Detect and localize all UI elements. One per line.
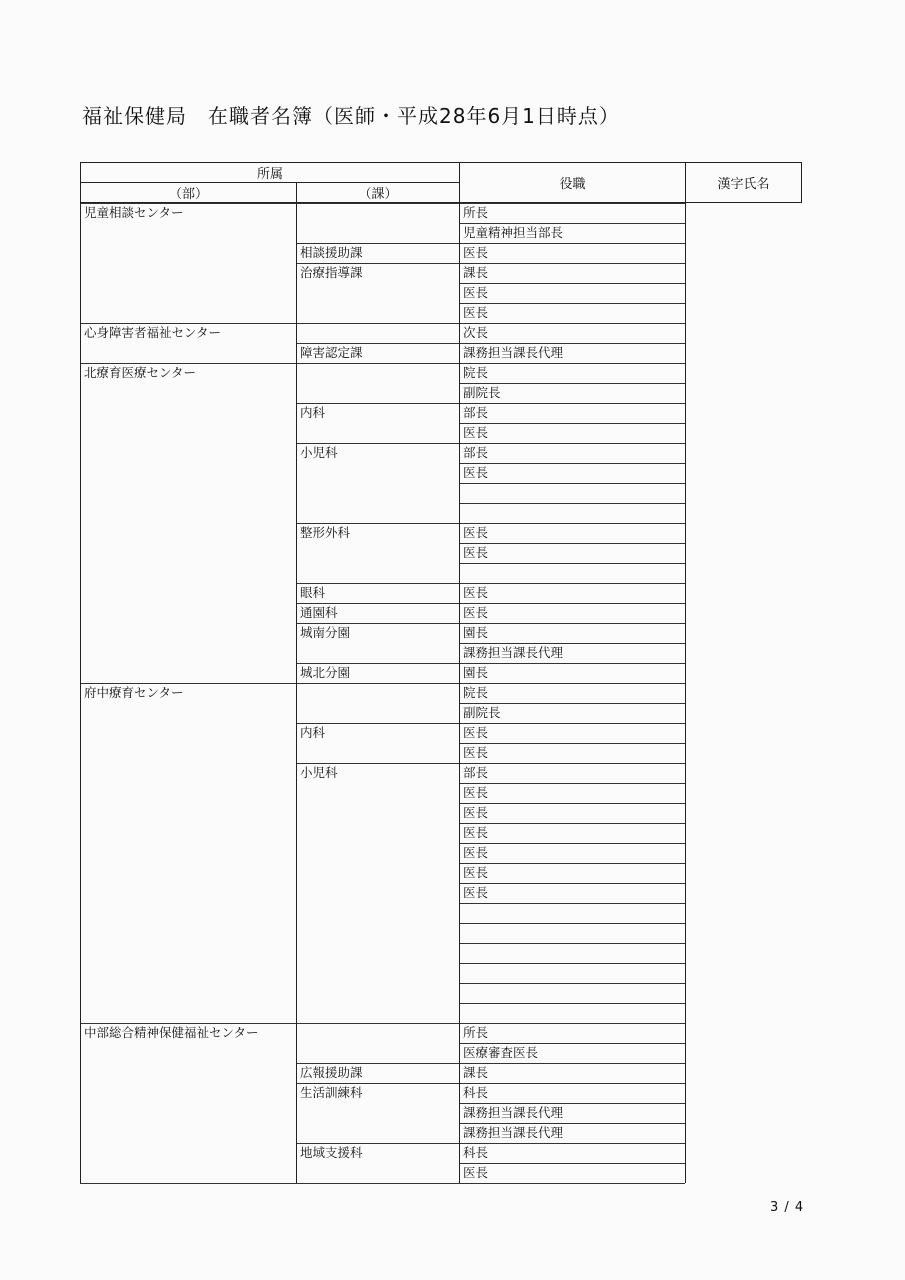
- section-header: （課）: [297, 183, 460, 203]
- position-cell: 園長: [463, 625, 489, 640]
- position-cell: 児童精神担当部長: [463, 225, 564, 240]
- position-cell: 医療審査医長: [463, 1045, 539, 1060]
- document-title: 福祉保健局 在職者名簿（医師・平成28年6月1日時点）: [82, 104, 620, 128]
- position-cell: 医長: [463, 525, 489, 540]
- department-section-border: [296, 203, 297, 1183]
- table-header: [80, 162, 802, 203]
- position-cell: 院長: [463, 685, 489, 700]
- section-position-border: [459, 203, 460, 1183]
- section-cell: 城北分園: [300, 665, 351, 680]
- position-divider: [459, 943, 685, 944]
- table-left-border: [80, 203, 81, 1183]
- position-cell: 医長: [463, 425, 489, 440]
- section-cell: 相談援助課: [300, 245, 363, 260]
- section-cell: 内科: [300, 725, 326, 740]
- position-divider: [459, 983, 685, 984]
- name-header: 漢字氏名: [686, 163, 802, 203]
- position-cell: 所長: [463, 1025, 489, 1040]
- position-header: 役職: [460, 163, 686, 203]
- position-cell: 所長: [463, 205, 489, 220]
- section-cell: 生活訓練科: [300, 1085, 363, 1100]
- position-cell: 医長: [463, 245, 489, 260]
- department-cell: 中部総合精神保健福祉センター: [84, 1025, 259, 1040]
- position-cell: 医長: [463, 605, 489, 620]
- affiliation-header: 所属: [81, 163, 460, 183]
- position-cell: 医長: [463, 885, 489, 900]
- section-cell: 地域支援科: [300, 1145, 363, 1160]
- position-cell: 医長: [463, 865, 489, 880]
- position-cell: 医長: [463, 785, 489, 800]
- position-cell: 次長: [463, 325, 489, 340]
- position-cell: 課務担当課長代理: [463, 645, 564, 660]
- position-divider: [459, 483, 685, 484]
- position-cell: 副院長: [463, 705, 501, 720]
- table-right-border: [685, 203, 686, 1183]
- department-cell: 児童相談センター: [84, 205, 184, 220]
- section-cell: 整形外科: [300, 525, 351, 540]
- section-cell: 通園科: [300, 605, 338, 620]
- section-cell: 障害認定課: [300, 345, 363, 360]
- position-cell: 医長: [463, 545, 489, 560]
- staff-table-body: [80, 203, 692, 1180]
- section-cell: 治療指導課: [300, 265, 363, 280]
- position-cell: 医長: [463, 725, 489, 740]
- position-cell: 科長: [463, 1085, 489, 1100]
- position-cell: 科長: [463, 1145, 489, 1160]
- position-divider: [459, 923, 685, 924]
- position-cell: 医長: [463, 1165, 489, 1180]
- position-cell: 部長: [463, 405, 489, 420]
- position-divider: [459, 963, 685, 964]
- position-cell: 院長: [463, 365, 489, 380]
- department-cell: 北療育医療センター: [84, 365, 197, 380]
- position-cell: 部長: [463, 765, 489, 780]
- position-cell: 医長: [463, 845, 489, 860]
- position-cell: 副院長: [463, 385, 501, 400]
- department-header: （部）: [81, 183, 297, 203]
- table-bottom-border: [80, 1183, 685, 1184]
- position-cell: 部長: [463, 445, 489, 460]
- position-cell: 医長: [463, 465, 489, 480]
- department-cell: 府中療育センター: [84, 685, 184, 700]
- position-cell: 医長: [463, 305, 489, 320]
- position-divider: [459, 1003, 685, 1004]
- section-cell: 城南分園: [300, 625, 351, 640]
- position-divider: [459, 503, 685, 504]
- position-cell: 医長: [463, 825, 489, 840]
- section-cell: 小児科: [300, 445, 338, 460]
- position-cell: 医長: [463, 745, 489, 760]
- position-cell: 課務担当課長代理: [463, 1125, 564, 1140]
- position-cell: 園長: [463, 665, 489, 680]
- section-cell: 眼科: [300, 585, 326, 600]
- position-cell: 医長: [463, 285, 489, 300]
- position-cell: 医長: [463, 585, 489, 600]
- position-divider: [459, 563, 685, 564]
- page-number: 3 / 4: [770, 1200, 805, 1215]
- section-cell: 広報援助課: [300, 1065, 363, 1080]
- position-cell: 課務担当課長代理: [463, 1105, 564, 1120]
- section-cell: 小児科: [300, 765, 338, 780]
- position-cell: 医長: [463, 805, 489, 820]
- section-cell: 内科: [300, 405, 326, 420]
- position-cell: 課務担当課長代理: [463, 345, 564, 360]
- position-cell: 課長: [463, 1065, 489, 1080]
- position-divider: [459, 903, 685, 904]
- department-cell: 心身障害者福祉センター: [84, 325, 222, 340]
- position-cell: 課長: [463, 265, 489, 280]
